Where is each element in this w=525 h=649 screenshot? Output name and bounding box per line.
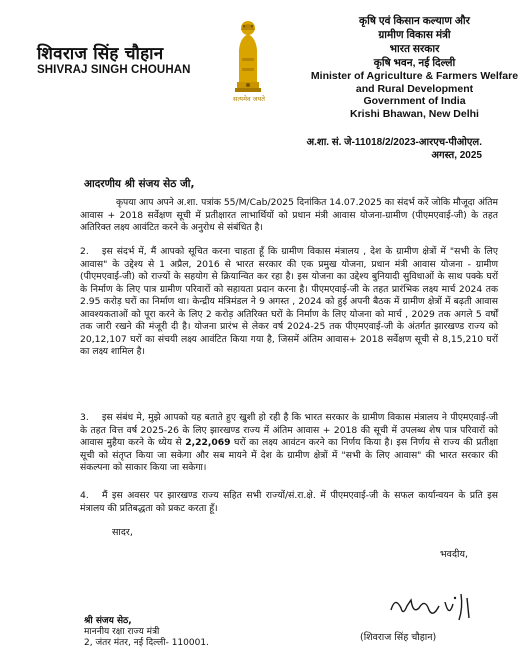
ministry-hindi-line-2: ग्रामीण विकास मंत्री bbox=[378, 29, 451, 41]
closing-bhavdiya: भवदीय, bbox=[440, 549, 468, 560]
addressee-address: 2, जंतर मंतर, नई दिल्ली- 110001. bbox=[84, 638, 209, 648]
ministry-hindi-line-1: कृषि एवं किसान कल्याण और bbox=[359, 15, 470, 27]
addressee-designation: माननीय रक्षा राज्य मंत्री bbox=[84, 627, 160, 637]
paragraph-4 bbox=[80, 490, 498, 515]
reference-date: अगस्त, 2025 bbox=[431, 150, 482, 161]
ministry-english-line-1: Minister of Agriculture & Farmers Welfare bbox=[310, 70, 519, 82]
paragraph-3 bbox=[80, 412, 498, 475]
sender-name-hindi: शिवराज सिंह चौहान bbox=[37, 44, 164, 64]
reference-number: अ.शा. सं. जे-11018/2/2023-आरएच-पीओएल. bbox=[306, 137, 482, 148]
paragraph-2-text: इस संदर्भ में, मैं आपको सूचित करना चाहता हूँ कि ग्रामीण विकास मंत्रालय , देश के ग्रामीण क्षेत्रों में "सभी के लिए आवास" के उद्देश्य से 1 अप्रैल, 2016 से भारत सरकार की एक प्रमुख योजना, प्रधान मंत्री आवास योजना - ग्रामीण (पीएमएवाई-जी) को राज्यों के सहयोग से क्रियान्वित कर रहा है। इस योजना का उद्देश्य बुनियादी सुविधाओं के साथ पक्के घरों के निर्माण के लिए पात्र ग्रामीण परिवारों को सहायता प्रदान करना है। पीएमएवाई-जी के तहत प्रारंभिक लक्ष्य मार्च 2024 तक 2.95 करोड़ घरों का निर्माण था। केन्द्रीय मंत्रिमंडल ने 9 अगस्त , 2024 को हुई अपनी बैठक में ग्रामीण क्षेत्रों में बढ़ती आवास आवश्यकताओं को पूरा करने के लिए 2 करोड़ अतिरिक्त घरों के निर्माण के लिए योजना को मार्च , 2029 तक अगले 5 वर्षों तक जारी रखने की मंजूरी दी है। योजना प्रारंभ से लेकर वर्ष 2024-25 तक पीएमएवाई-जी के अंतर्गत झारखण्ड राज्य को 20,12,107 घरों का संचयी लक्ष्य आवंटित किया गया है, जिसमें अंतिम आवास+ 2018 सर्वेक्षण सूची से 8,15,210 घरों का लक्ष्य शामिल है। bbox=[80, 246, 498, 357]
paragraph-2-number: 2. bbox=[80, 246, 89, 257]
paragraph-3-text-b: घरों का लक्ष्य आवंटन करने का निर्णय किया है। इस निर्णय से राज्य की प्रतीक्षा सूची को संतृप्त किया जा सकेगा और सब मायने में देश के ग्रामीण क्षेत्रों में "सभी के लिए आवास" की भारत सरकार की संकल्पना को साकार किया जा सकेगा। bbox=[80, 437, 499, 473]
ministry-block bbox=[307, 14, 522, 120]
paragraph-2 bbox=[80, 246, 498, 359]
paragraph-3-text-a: इस संबंध मे, मुझे आपको यह बताते हुए खुशी हो रही है कि भारत सरकार के ग्रामीण विकास मंत्रालय ने पीएमएवाई-जी के तहत वित्त वर्ष 2025-26 के लिए झारखण्ड राज्य में अंतिम आवास + 2018 की सूची में उपलब्ध शेष पात्र परिवारों को आवास मुहैया करने के ध्येय से bbox=[80, 412, 498, 448]
paragraph-4-number: 4. bbox=[80, 490, 89, 501]
closing-sadar: सादर, bbox=[112, 527, 133, 538]
paragraph-4-text: मैं इस अवसर पर झारखण्ड राज्य सहित सभी राज्यों/सं.रा.क्षे. में पीएमएवाई-जी के सफल कार्यान्वयन के प्रति इस मंत्रालय की प्रतिबद्धता को प्रकट करता हूँ। bbox=[80, 490, 498, 514]
reference-block bbox=[290, 136, 482, 162]
handwritten-signature bbox=[383, 588, 483, 626]
signatory-name: (शिवराज सिंह चौहान) bbox=[360, 632, 437, 643]
paragraph-1 bbox=[80, 197, 498, 235]
ministry-hindi-line-3: भारत सरकार bbox=[389, 43, 440, 55]
ministry-english-line-3: Government of India bbox=[363, 95, 466, 107]
ministry-hindi-line-4: कृषि भवन, नई दिल्ली bbox=[373, 57, 456, 69]
paragraph-3-target-count: 2,22,069 bbox=[185, 437, 231, 448]
paragraph-1-text: कृपया आप अपने अ.शा. पत्रांक 55/M/Cab/2025 दिनांकित 14.07.2025 का संदर्भ करें जोकि मौजूदा अंतिम आवास + 2018 सर्वेक्षण सूची में प्रतीक्षारत लाभार्थियों को प्रधान मंत्री आवास योजना-ग्रामीण (पीएमएवाई-जी) के तहत अतिरिक्त लक्ष्य आवंटित करने के अनुरोध से संबंधित है। bbox=[80, 197, 498, 233]
addressee-block bbox=[84, 616, 209, 649]
salutation: आदरणीय श्री संजय सेठ जी, bbox=[84, 178, 195, 190]
ministry-english-line-2: and Rural Development bbox=[355, 82, 474, 95]
emblem-motto: सत्यमेव जयते bbox=[233, 95, 265, 103]
sender-name-english: SHIVRAJ SINGH CHOUHAN bbox=[37, 64, 191, 76]
ministry-english-line-4: Krishi Bhawan, New Delhi bbox=[350, 107, 479, 120]
national-emblem-icon bbox=[230, 10, 266, 100]
paragraph-3-number: 3. bbox=[80, 412, 89, 423]
addressee-name: श्री संजय सेठ, bbox=[84, 616, 132, 626]
